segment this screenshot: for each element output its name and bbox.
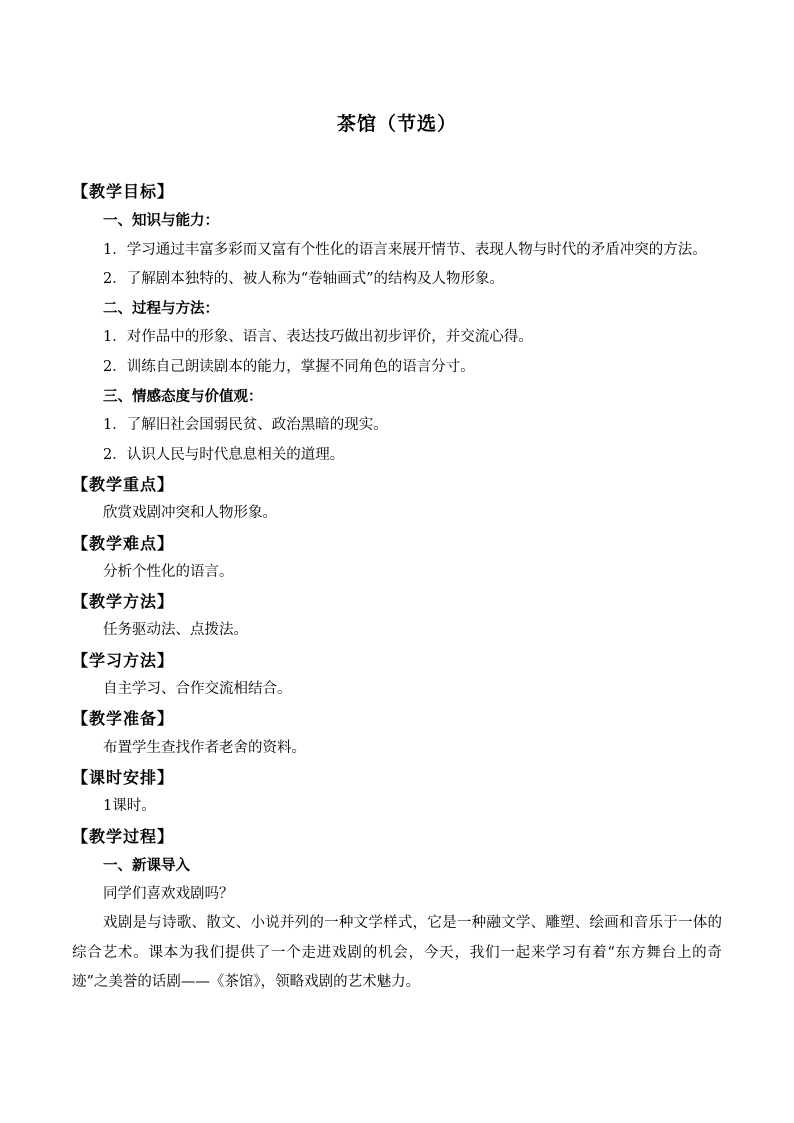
section-heading-preparation: 【教学准备】 bbox=[72, 709, 175, 729]
section-heading-goals: 【教学目标】 bbox=[72, 182, 175, 201]
section-heading-schedule: 【课时安排】 bbox=[72, 767, 175, 787]
section-heading-process: 【教学过程】 bbox=[72, 826, 175, 846]
section-heading-key-point: 【教学重点】 bbox=[72, 474, 175, 494]
goals-process-item-1: 1．对作品中的形象、语言、表达技巧做出初步评价，并交流心得。 bbox=[103, 329, 533, 346]
goals-values-item-2: 2．认识人民与时代息息相关的道理。 bbox=[103, 446, 345, 463]
goals-values-item-1: 1．了解旧社会国弱民贫、政治黑暗的现实。 bbox=[103, 417, 388, 434]
goals-subheading-knowledge: 一、知识与能力： bbox=[103, 212, 219, 230]
key-point-text: 欣赏戏剧冲突和人物形象。 bbox=[103, 505, 277, 522]
preparation-text: 布置学生查找作者老舍的资料。 bbox=[103, 739, 306, 756]
learning-method-text: 自主学习、合作交流相结合。 bbox=[103, 681, 292, 698]
document-body bbox=[72, 177, 722, 997]
section-heading-teaching-method: 【教学方法】 bbox=[72, 592, 175, 612]
schedule-text: 1课时。 bbox=[103, 798, 156, 815]
goals-subheading-values: 三、情感态度与价值观： bbox=[103, 388, 263, 406]
difficulty-text: 分析个性化的语言。 bbox=[103, 563, 234, 580]
goals-knowledge-item-2: 2．了解剧本独特的、被人称为“卷轴画式”的结构及人物形象。 bbox=[103, 270, 505, 287]
goals-process-item-2: 2．训练自己朗读剧本的能力，掌握不同角色的语言分寸。 bbox=[103, 358, 475, 375]
process-subheading-intro: 一、新课导入 bbox=[103, 856, 190, 874]
process-paragraph-1: 同学们喜欢戏剧吗？ bbox=[103, 886, 234, 903]
section-heading-learning-method: 【学习方法】 bbox=[72, 650, 175, 670]
goals-knowledge-item-1: 1．学习通过丰富多彩而又富有个性化的语言来展开情节、表现人物与时代的矛盾冲突的方法。 bbox=[103, 241, 707, 258]
document-title: 茶馆（节选） bbox=[336, 113, 457, 135]
goals-subheading-process: 二、过程与方法： bbox=[103, 300, 219, 318]
section-heading-difficulty: 【教学难点】 bbox=[72, 533, 175, 553]
document-page bbox=[72, 0, 722, 1123]
teaching-method-text: 任务驱动法、点拨法。 bbox=[103, 622, 248, 639]
process-paragraph-2: 戏剧是与诗歌、散文、小说并列的一种文学样式，它是一种融文学、雕塑、绘画和音乐于一体的综合艺术。课本为我们提供了一个走进戏剧的机会，今天，我们一起来学习有着“东方舞台上的奇迹”之美誉的话剧——《茶馆》，领略戏剧的艺术魅力。 bbox=[72, 915, 722, 991]
